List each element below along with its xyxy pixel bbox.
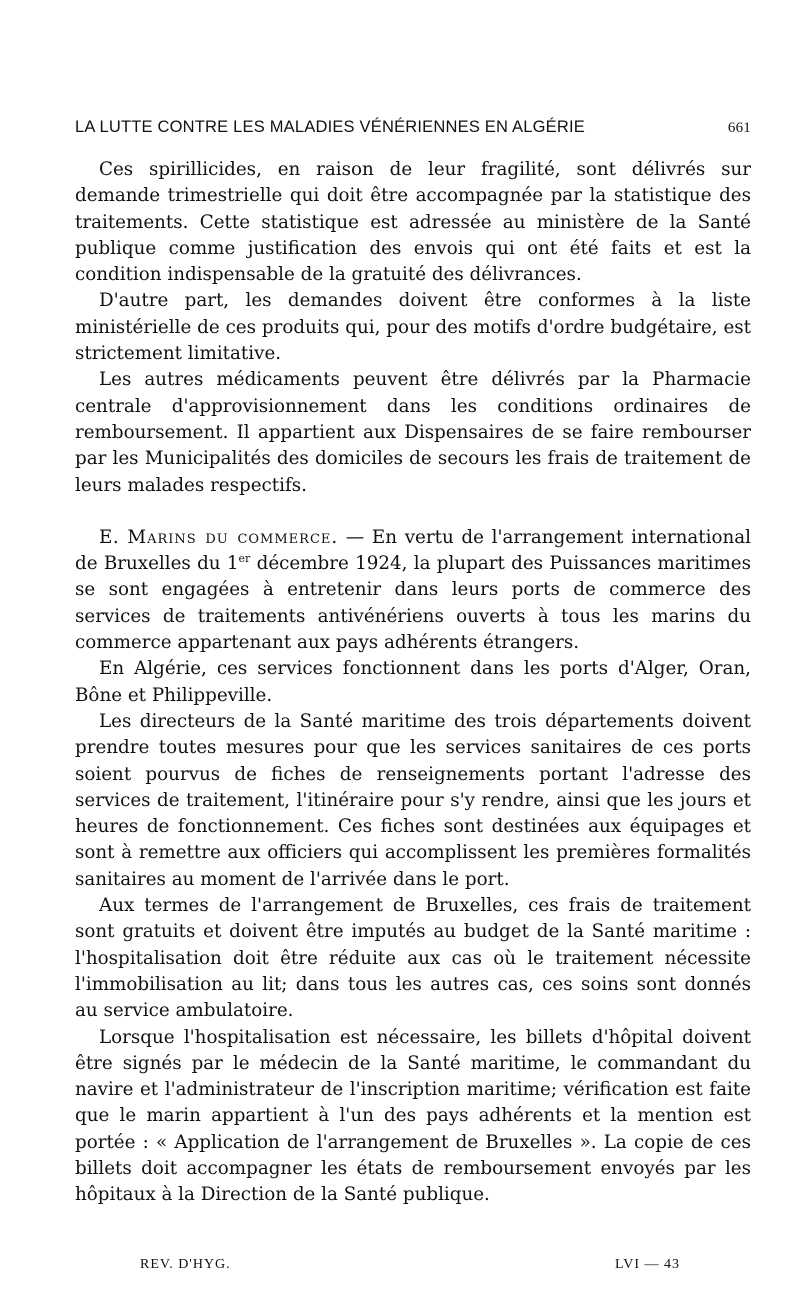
section-text-start: En vertu de l'arrangement international de Bruxelles du 1 (75, 526, 751, 575)
footer-signature: LVI — 43 (614, 1257, 680, 1272)
section-dash: — (338, 526, 372, 548)
section-heading (99, 527, 338, 548)
page-number: 661 (727, 120, 751, 136)
paragraph: Les directeurs de la Santé maritime des trois départements doivent prendre toutes mesures pour que les services sanitaires de ces ports soient pourvus de fiches de renseignements portant l'adresse des services de traitement, l'itinéraire pour s'y rendre, ainsi que les jours et heures de fonctionnement. Ces fiches sont destinées aux équipages et sont à remettre aux officiers qui accomplissent les premières formalités sanitaires au moment de l'arrivée dans le port. (75, 710, 751, 890)
page (75, 118, 751, 1209)
running-head (75, 118, 751, 137)
paragraph: Les autres médicaments peuvent être délivrés par la Pharmacie centrale d'approvisionnement dans les conditions ordinaires de remboursement. Il appartient aux Dispensaires de se faire rembourser par les Municipalités des domiciles de secours les frais de traitement de leurs malades respectifs. (75, 369, 751, 496)
section-label: E. (99, 526, 120, 548)
paragraph: Lorsque l'hospitalisation est nécessaire, les billets d'hôpital doivent être signés par le médecin de la Santé maritime, le commandant du navire et l'administrateur de l'inscription maritime; vérification est faite que le marin appartient à l'un des pays adhérents et la mention est portée : « Application de l'arrangement de Bruxelles ». La copie de ces billets doit accompagner les états de remboursement envoyés par les hôpitaux à la Direction de la Santé publique. (75, 1026, 751, 1206)
section-title: Marins du commerce. (127, 526, 339, 548)
running-title: LA LUTTE CONTRE LES MALADIES VÉNÉRIENNES EN ALGÉRIE (75, 118, 585, 136)
paragraph: Aux termes de l'arrangement de Bruxelles, ces frais de traitement sont gratuits et doivent être imputés au budget de la Santé maritime : l'hospitalisation doit être réduite aux cas où le traitement nécessite l'immobilisation au lit; dans tous les autres cas, ces soins sont donnés au service ambulatoire. (75, 895, 751, 1022)
paragraph: Ces spirillicides, en raison de leur fragilité, sont délivrés sur demande trimestrielle qui doit être accompagnée par la statistique des traitements. Cette statistique est adressée au ministère de la Santé publique comme justification des envois qui ont été faits et est la condition indispensable de la gratuité des délivrances. (75, 159, 751, 286)
section-e-paragraph (75, 525, 751, 656)
section-text-end: décembre 1924, la plupart des Puissances maritimes se sont engagées à entretenir dans leurs ports de commerce des services de traitements antivénériens ouverts à tous les marins du commerce appartenant aux pays adhérents étrangers. (75, 553, 751, 654)
footer-journal: REV. D'HYG. (140, 1257, 231, 1272)
body-text (75, 157, 751, 1209)
footer (140, 1257, 680, 1273)
ordinal-superscript: er (238, 552, 251, 566)
paragraph: D'autre part, les demandes doivent être conformes à la liste ministérielle de ces produits qui, pour des motifs d'ordre budgétaire, est strictement limitative. (75, 290, 751, 365)
section-gap (75, 499, 751, 525)
paragraph: En Algérie, ces services fonctionnent dans les ports d'Alger, Oran, Bône et Philippeville. (75, 658, 751, 706)
